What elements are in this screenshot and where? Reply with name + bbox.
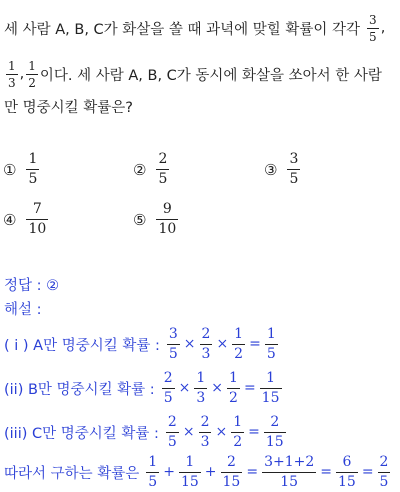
- question-text-3: 만 명중시킬 확률은?: [4, 99, 133, 116]
- comma: ,: [19, 66, 25, 82]
- fraction: $\frac{6}{15}$: [337, 453, 356, 490]
- denominator: 5: [369, 29, 377, 44]
- solution-label: ( i ) A만 명중시킬 확률 :: [4, 337, 160, 354]
- question-text-1: 세 사람 A, B, C가 화살을 쏠 때 과녁에 맞힐 확률이 각각: [4, 21, 361, 38]
- fraction: $\frac{2}{3}$: [201, 325, 211, 362]
- choice-5[interactable]: [133, 202, 180, 237]
- fraction: $\frac{1}{5}$: [148, 453, 158, 490]
- numerator: 3: [369, 12, 377, 27]
- fraction: $\frac{1}{2}$: [233, 413, 243, 450]
- times-sign: ×: [216, 336, 229, 352]
- numerator: 1: [28, 58, 36, 73]
- choice-fraction: $\frac{3}{5}$: [289, 151, 299, 187]
- final-label: 따라서 구하는 확률은: [4, 465, 140, 482]
- fraction-p3: [26, 60, 38, 89]
- fraction: $\frac{1}{2}$: [234, 325, 244, 362]
- equals-sign: =: [320, 464, 332, 480]
- fraction: $\frac{2}{5}$: [167, 413, 177, 450]
- question-text-2: 이다. 세 사람 A, B, C가 동시에 화살을 쏘아서 한 사람: [39, 67, 382, 84]
- choice-fraction: $\frac{2}{5}$: [158, 151, 168, 187]
- result-fraction: $\frac{1}{5}$: [266, 325, 276, 362]
- equals-sign: =: [246, 464, 259, 480]
- choice-mark: ②: [133, 160, 147, 179]
- result-fraction: $\frac{2}{5}$: [379, 453, 389, 490]
- fraction-p2: [6, 60, 18, 89]
- numerator: 1: [8, 58, 16, 73]
- result-fraction: $\frac{2}{15}$: [265, 413, 284, 450]
- fraction: $\frac{1}{15}$: [180, 453, 199, 490]
- choice-fraction: $\frac{7}{10}$: [28, 201, 47, 237]
- question-line-1: [4, 10, 396, 46]
- solution-label: (iii) C만 명중시킬 확률 :: [4, 425, 159, 442]
- choice-mark: ③: [264, 160, 278, 179]
- denominator: 3: [8, 75, 16, 90]
- plus-sign: +: [204, 464, 217, 480]
- choice-1[interactable]: [3, 152, 41, 187]
- times-sign: ×: [215, 424, 228, 440]
- choice-mark: ④: [3, 210, 17, 229]
- denominator: 2: [28, 75, 36, 90]
- times-sign: ×: [178, 380, 191, 396]
- choice-mark: ⑤: [133, 210, 147, 229]
- solution-row-1: [4, 324, 396, 364]
- fraction: $\frac{3}{5}$: [168, 325, 178, 362]
- equals-sign: =: [248, 424, 260, 440]
- equals-sign: =: [243, 380, 256, 396]
- plus-sign: +: [163, 464, 175, 480]
- equals-sign: =: [361, 464, 374, 480]
- equals-sign: =: [249, 336, 261, 352]
- explanation-line: [4, 297, 396, 319]
- final-line: [4, 452, 396, 492]
- fraction-p1: [367, 14, 379, 43]
- solution-label: (ii) B만 명중시킬 확률 :: [4, 381, 155, 398]
- solution-row-3: [4, 412, 396, 452]
- choice-mark: ①: [3, 160, 17, 179]
- choice-fraction: $\frac{9}{10}$: [158, 201, 177, 237]
- choice-4[interactable]: [3, 202, 50, 237]
- choice-fraction: $\frac{1}{5}$: [28, 151, 38, 187]
- solution-row-2: [4, 368, 396, 408]
- fraction: $\frac{2}{5}$: [163, 369, 173, 406]
- fraction: $\frac{1}{2}$: [229, 369, 238, 406]
- answer-label: 정답 : ②: [4, 277, 60, 294]
- question-line-2: [4, 56, 396, 92]
- answer-line: [4, 273, 396, 295]
- times-sign: ×: [211, 380, 224, 396]
- question-line-3: [4, 94, 396, 118]
- choice-2[interactable]: [133, 152, 171, 187]
- times-sign: ×: [183, 336, 196, 352]
- fraction: $\frac{3+1+2}{15}$: [264, 453, 315, 490]
- comma: ,: [380, 20, 386, 36]
- result-fraction: $\frac{1}{15}$: [261, 369, 280, 406]
- fraction: $\frac{2}{3}$: [200, 413, 210, 450]
- explanation-label: 해설 :: [4, 301, 42, 318]
- times-sign: ×: [182, 424, 195, 440]
- choice-3[interactable]: [264, 152, 302, 187]
- fraction: $\frac{1}{3}$: [196, 369, 206, 406]
- fraction: $\frac{2}{15}$: [222, 453, 241, 490]
